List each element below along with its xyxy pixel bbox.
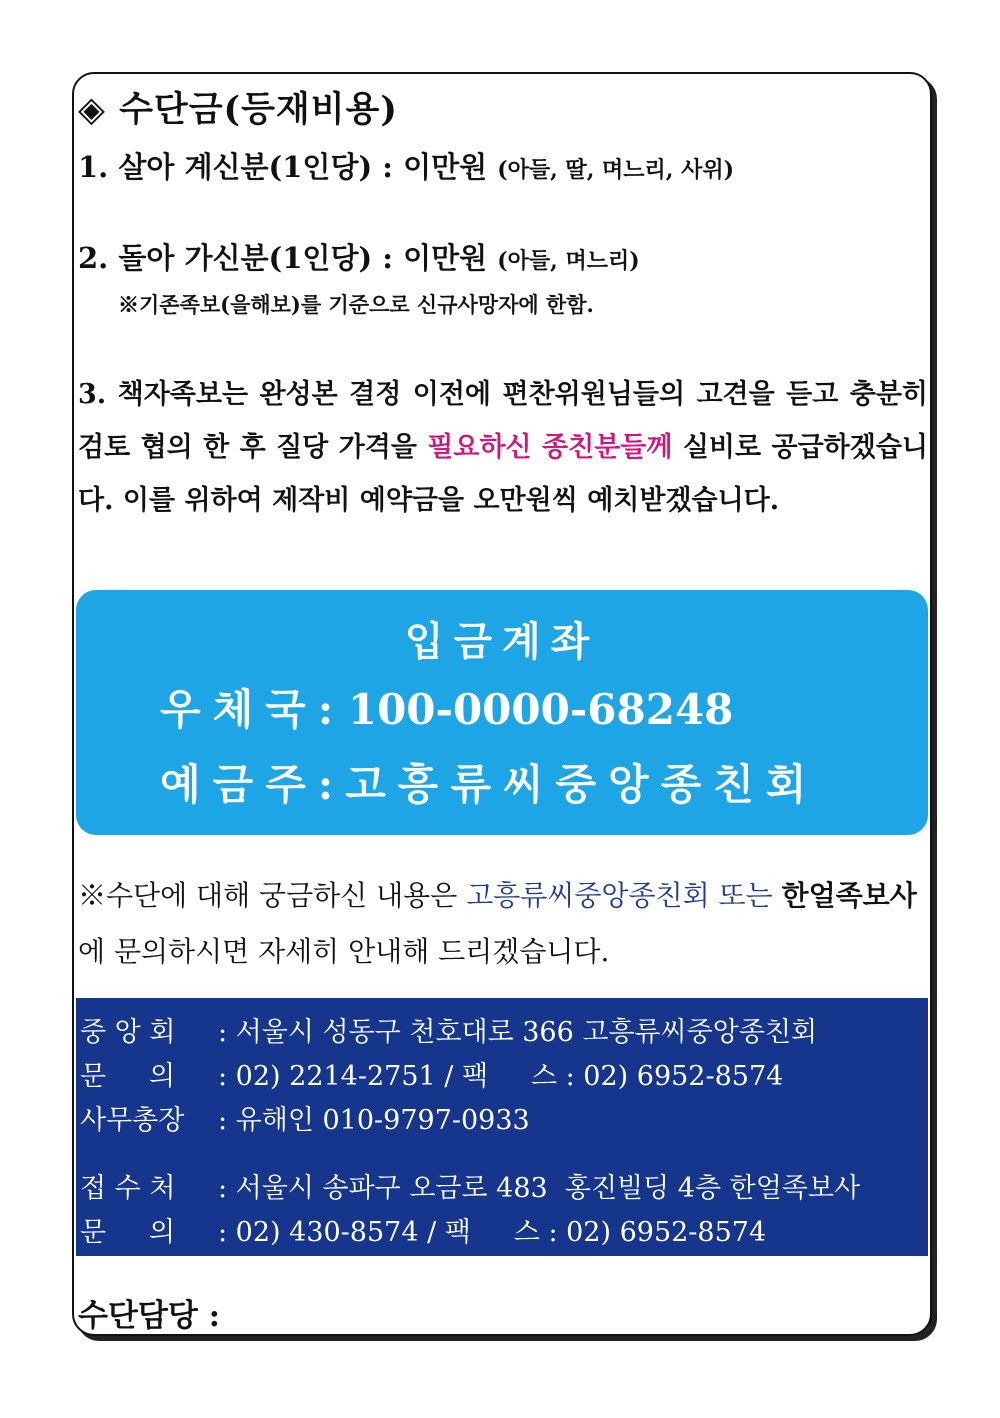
fee-item-living bbox=[78, 145, 734, 186]
paragraph-highlight: 필요하신 종친분들께 bbox=[427, 432, 673, 463]
inquiry-company: 한얼족보사 bbox=[781, 879, 917, 912]
contact-box bbox=[76, 998, 928, 1256]
holder-value: :고흥류씨중앙종친회 bbox=[317, 760, 819, 809]
inquiry-org: 고흥류씨중앙종친회 bbox=[466, 879, 710, 912]
fee-item-living-note: (아들, 딸, 며느리, 사위) bbox=[497, 157, 735, 183]
inquiry-suffix: 에 문의하시면 자세히 안내해 드리겠습니다. bbox=[78, 935, 610, 968]
book-purchase-paragraph bbox=[78, 368, 928, 527]
deceased-footnote: ※기존족보(을해보)를 기준으로 신규사망자에 한함. bbox=[118, 292, 594, 317]
fee-item-living-main: 1. 살아 계신분(1인당) : 이만원 bbox=[78, 150, 498, 184]
paragraph-after: 실비로 공급하겠습니다. 이를 위하여 제작비 예약금을 오만원씩 예치받겠습니다. bbox=[78, 432, 928, 516]
central-phone-row bbox=[80, 1054, 783, 1093]
inquiry-note bbox=[78, 868, 926, 980]
central-address: : 서울시 성동구 천호대로 366 고흥류씨중앙종친회 bbox=[218, 1017, 818, 1048]
reception-address-row bbox=[80, 1166, 860, 1205]
reception-address: : 서울시 송파구 오금로 483 홍진빌딩 4층 한얼족보사 bbox=[218, 1173, 861, 1204]
secretary-label: 사무총장 bbox=[80, 1105, 185, 1136]
fee-item-deceased-note: (아들, 며느리) bbox=[497, 248, 640, 274]
central-inquiry-label: 문 의 bbox=[80, 1061, 176, 1092]
secretary-value: : 유해인 010-9797-0933 bbox=[218, 1105, 530, 1136]
account-label: 우체국 bbox=[160, 685, 318, 734]
fee-item-deceased bbox=[78, 236, 640, 277]
section-title: ◈ 수단금(등재비용) bbox=[78, 89, 398, 130]
central-phone: : 02) 2214-2751 / 팩 스 : 02) 6952-8574 bbox=[218, 1061, 784, 1092]
central-address-row bbox=[80, 1010, 817, 1049]
signature-label: 수단담당 : bbox=[78, 1298, 221, 1334]
secretary-row bbox=[80, 1098, 530, 1137]
bank-account-box bbox=[76, 590, 928, 835]
reception-label: 접 수 처 bbox=[80, 1173, 176, 1204]
account-holder-line bbox=[160, 752, 818, 812]
holder-label: 예금주 bbox=[160, 760, 318, 809]
central-label: 중 앙 회 bbox=[80, 1017, 176, 1048]
fee-item-deceased-main: 2. 돌아 가신분(1인당) : 이만원 bbox=[78, 241, 498, 275]
account-number: : 100-0000-68248 bbox=[317, 685, 734, 734]
bank-title: 입금계좌 bbox=[404, 618, 600, 665]
reception-phone: : 02) 430-8574 / 팩 스 : 02) 6952-8574 bbox=[218, 1217, 767, 1248]
inquiry-prefix: ※수단에 대해 궁금하신 내용은 bbox=[78, 879, 467, 912]
inquiry-mid: 또는 bbox=[709, 879, 782, 912]
paragraph-before: 3. 책자족보는 완성본 결정 이전에 편찬위원님들의 고견을 듣고 충분히 검토 협의 한 후 질당 가격을 bbox=[78, 379, 928, 463]
reception-phone-row bbox=[80, 1210, 766, 1249]
account-number-line bbox=[160, 677, 733, 737]
reception-inquiry-label: 문 의 bbox=[80, 1217, 176, 1248]
